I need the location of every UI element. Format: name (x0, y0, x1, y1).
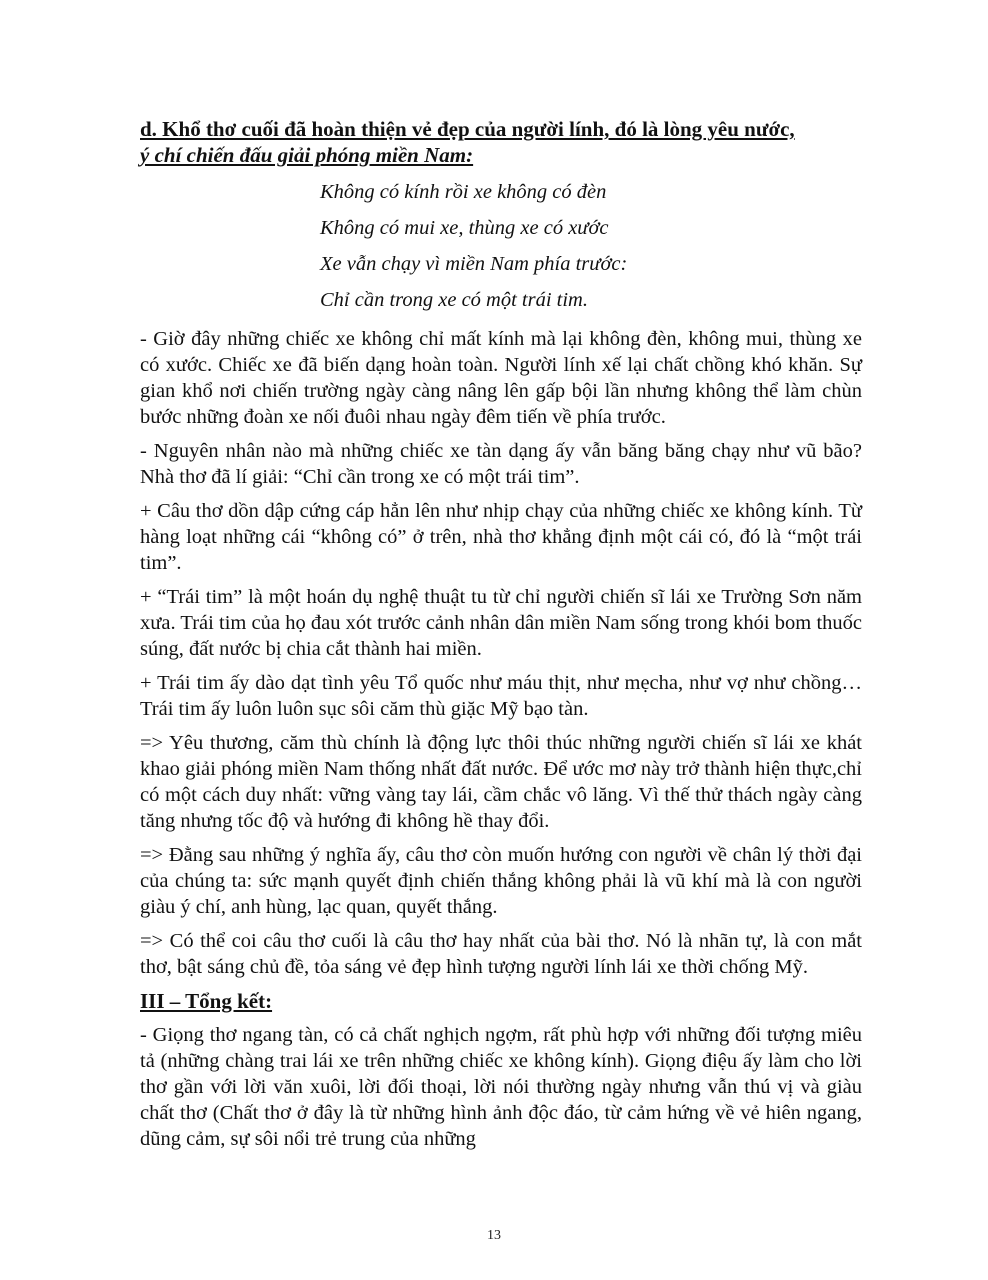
document-page (140, 116, 862, 1152)
paragraph: + “Trái tim” là một hoán dụ nghệ thuật tu từ chỉ người chiến sĩ lái xe Trường Sơn năm xưa. Trái tim của họ đau xót trước cảnh nhân dân miền Nam sống trong khói bom thuốc súng, đất nước bị chia cắt thành hai miền. (140, 586, 862, 660)
section-heading-d (140, 116, 862, 168)
paragraph: => Đằng sau những ý nghĩa ấy, câu thơ còn muốn hướng con người về chân lý thời đại của chúng ta: sức mạnh quyết định chiến thắng không phải là vũ khí mà là con người giàu ý chí, anh hùng, lạc quan, quyết thắng. (140, 844, 862, 918)
section-title-summary: III – Tổng kết: (140, 989, 273, 1013)
poem-stanza (320, 174, 862, 318)
heading-line-1: d. Khổ thơ cuối đã hoàn thiện vẻ đẹp của người lính, đó là lòng yêu nước, (140, 117, 795, 141)
poem-line: Không có kính rồi xe không có đèn (320, 181, 607, 203)
paragraph: => Có thể coi câu thơ cuối là câu thơ hay nhất của bài thơ. Nó là nhãn tự, là con mắt thơ, bật sáng chủ đề, tỏa sáng vẻ đẹp hình tượng người lính lái xe thời chống Mỹ. (140, 930, 862, 978)
poem-line: Xe vẫn chạy vì miền Nam phía trước: (320, 253, 628, 275)
page-number: 13 (487, 1228, 501, 1243)
paragraph: + Câu thơ dồn dập cứng cáp hẳn lên như nhịp chạy của những chiếc xe không kính. Từ hàng loạt những cái “không có” ở trên, nhà thơ khẳng định một cái có, đó là “một trái tim”. (140, 500, 862, 574)
poem-line: Chỉ cần trong xe có một trái tim. (320, 289, 588, 311)
summary-paragraph: - Giọng thơ ngang tàn, có cả chất nghịch ngợm, rất phù hợp với những đối tượng miêu tả (những chàng trai lái xe trên những chiếc xe không kính). Giọng điệu ấy làm cho lời thơ gần với lời văn xuôi, lời đối thoại, lời nói thường ngày nhưng vẫn thú vị và giàu chất thơ (Chất thơ ở đây là từ những hình ảnh độc đáo, từ cảm hứng về vẻ hiên ngang, dũng cảm, sự sôi nổi trẻ trung của những (140, 1024, 862, 1150)
paragraph: => Yêu thương, căm thù chính là động lực thôi thúc những người chiến sĩ lái xe khát khao giải phóng miền Nam thống nhất đất nước. Để ước mơ này trở thành hiện thực,chỉ có một cách duy nhất: vững vàng tay lái, cầm chắc vô lăng. Vì thế thử thách ngày càng tăng nhưng tốc độ và hướng đi không hề thay đổi. (140, 732, 862, 832)
paragraph: - Nguyên nhân nào mà những chiếc xe tàn dạng ấy vẫn băng băng chạy như vũ bão? Nhà thơ đã lí giải: “Chỉ cần trong xe có một trái tim”. (140, 440, 862, 488)
paragraph: + Trái tim ấy dào dạt tình yêu Tổ quốc như máu thịt, như mẹcha, như vợ như chồng… Trái tim ấy luôn luôn sục sôi căm thù giặc Mỹ bạo tàn. (140, 672, 862, 720)
heading-line-2: ý chí chiến đấu giải phóng miền Nam: (140, 143, 474, 167)
poem-line: Không có mui xe, thùng xe có xước (320, 217, 609, 239)
paragraph: - Giờ đây những chiếc xe không chỉ mất kính mà lại không đèn, không mui, thùng xe có xước. Chiếc xe đã biến dạng hoàn toàn. Người lính xế lại chất chồng khó khăn. Sự gian khổ nơi chiến trường ngày càng nâng lên gấp bội lần nhưng không thể làm chùn bước những đoàn xe nối đuôi nhau ngày đêm tiến về phía trước. (140, 328, 862, 428)
